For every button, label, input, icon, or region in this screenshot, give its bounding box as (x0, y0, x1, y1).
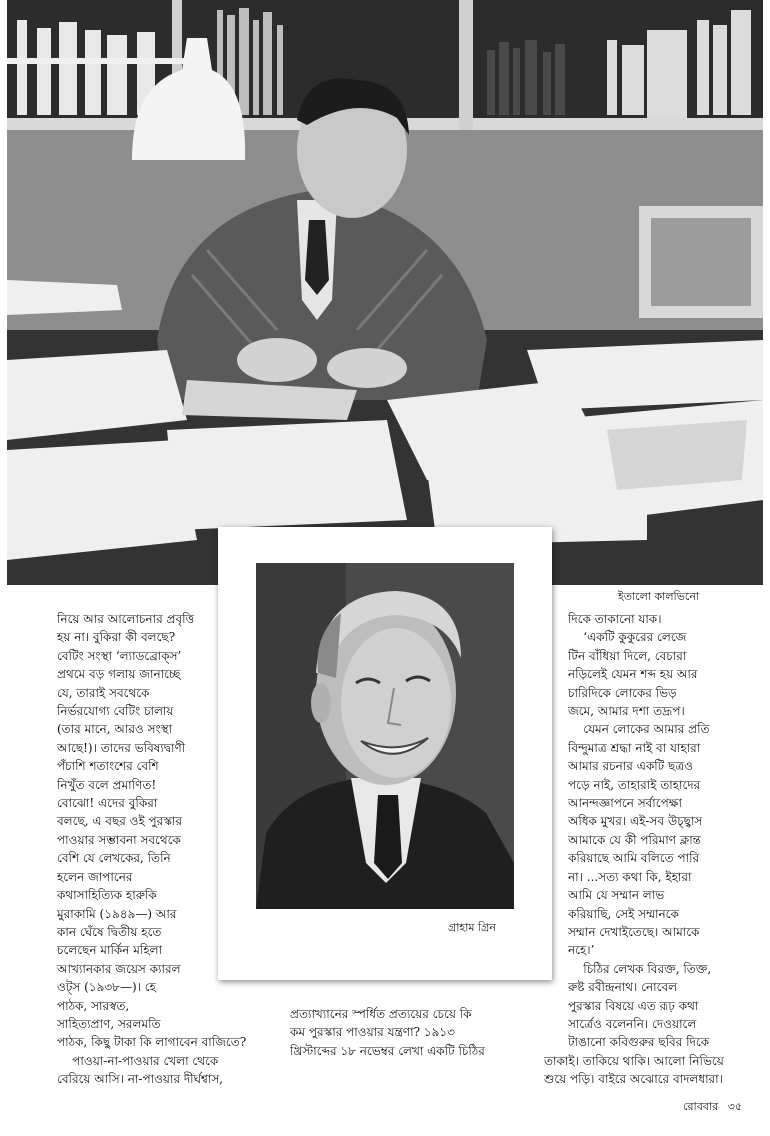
text-line: পঁচাশি শতাংশের বেশি (57, 759, 159, 774)
text-line: দিকে তাকানো যাক। (568, 612, 662, 626)
text-column-middle (290, 1005, 485, 1060)
text-line: হলেন জাপানের (57, 869, 133, 884)
text-line: মুরাকামি (১৯৪৯—) আর (57, 906, 177, 921)
text-line: আমি যে সম্মান লাভ (568, 888, 665, 903)
text-line: যেমন লোকের আমার প্রতি (568, 722, 710, 737)
text-line: তাকাই। তাকিয়ে থাকি। আলো নিভিয়ে (544, 1053, 724, 1068)
text-line: করিয়াছে আমি বলিতে পারি (568, 851, 700, 866)
text-line: চলেছেন মার্কিন মহিলা (57, 943, 163, 958)
text-line: শুয়ে পড়ি। বাইরে অঝোরে বাদলধারা। (544, 1072, 723, 1087)
text-line: করিয়াছি, সেই সম্মানকে (568, 906, 679, 921)
portrait-at-desk-photo-icon (7, 0, 763, 585)
text-line: সার্ত্রেও বলেননি। দেওয়ালে (568, 1016, 697, 1031)
text-line: যে, তারাই সবথেকে (57, 685, 150, 700)
text-line: পুরস্কার বিষয়ে এত রূঢ় কথা (568, 998, 699, 1013)
text-line: বোঝো! এদের বুকিরা (57, 796, 158, 811)
text-line: বিন্দুমাত্র শ্রদ্ধা নাই বা যাহারা (568, 740, 701, 755)
text-line: রুষ্ট রবীন্দ্রনাথ। নোবেল (568, 980, 678, 995)
text-line: (তার মানে, আরও সংস্থা (57, 722, 173, 737)
text-line: সম্মান দেখাইতেছে। আমাকে (568, 924, 700, 939)
inset-photo-caption: গ্রাহাম গ্রিন (448, 921, 496, 934)
text-line: বেশি যে লেখকের, তিনি (57, 851, 171, 866)
text-line: চারিদিকে লোকের ভিড় (568, 685, 677, 700)
page-footer (683, 1098, 742, 1117)
text-line: প্রত্যাখ্যানের স্পর্ধিত প্রত্যয়ের চেয়ে কি (290, 1007, 472, 1021)
text-line: হয় না। বুকিরা কী বলছে? (57, 630, 176, 645)
text-line: নহে।’ (568, 943, 595, 958)
text-line: পাঠক, সারস্বত, (57, 998, 130, 1013)
magazine-name: রোববার (683, 1100, 719, 1113)
text-line: আনন্দজ্ঞাপনে সর্বাপেক্ষা (568, 796, 682, 811)
top-photograph (7, 0, 763, 585)
text-line: আমাকে যে কী পরিমাণ ক্লান্ত (568, 832, 701, 847)
text-line: নড়িলেই যেমন শব্দ হয় আর (568, 667, 698, 682)
text-line: খ্রিস্টাব্দের ১৮ নভেম্বর লেখা একটি চিঠির (290, 1043, 485, 1058)
inset-photo-card (218, 527, 552, 980)
text-line: চিঠির লেখক বিরক্ত, তিক্ত, (568, 961, 712, 976)
page-number: ৩৫ (727, 1100, 742, 1113)
text-line: অধিক মুখর। এই-সব উচ্ছ্বাস (568, 814, 703, 829)
text-line: নিখুঁত বলে প্রমাণিত! (57, 777, 157, 792)
text-line: আখ্যানকার জয়েস ক্যারল (57, 961, 181, 976)
text-line: প্রথমে বড় গলায় জানাচ্ছে (57, 667, 181, 682)
text-line: টিন বাঁধিয়া দিলে, বেচারা (568, 648, 687, 663)
text-line: জমে, আমার দশা তদ্রূপ। (568, 704, 685, 719)
text-line: ‘একটি কুকুরের লেজে (568, 630, 687, 645)
text-line: পাঠক, কিছু টাকা কি লাগাবেন বাজিতে? (57, 1035, 247, 1050)
inset-photograph (256, 563, 514, 909)
text-line: বলছে, এ বছর ওই পুরস্কার (57, 814, 183, 829)
text-line: নির্ভরযোগ্য বেটিং চালায় (57, 704, 174, 719)
text-line: পাওয়া-না-পাওয়ার খেলা থেকে (57, 1053, 219, 1068)
text-line: নিয়ে আর আলোচনার প্রবৃত্তি (57, 612, 195, 626)
text-line: কম পুরস্কার পাওয়ার যন্ত্রণা? ১৯১৩ (290, 1025, 455, 1040)
top-photo-caption: ইতালো কালভিনো (618, 590, 700, 603)
text-line: আছে!)। তাদের ভবিষ্যদ্বাণী (57, 740, 186, 755)
text-line: পাওয়ার সম্ভাবনা সবথেকে (57, 832, 181, 847)
smiling-man-portrait-photo-icon (256, 563, 514, 909)
text-line: বেটিং সংস্থা ‘ল্যাডব্রোক্‌স’ (57, 648, 182, 663)
text-line: বেরিয়ে আসি। না-পাওয়ার দীর্ঘশ্বাস, (57, 1072, 224, 1087)
text-column-right (544, 610, 724, 1089)
text-line: পড়ে নাই, তাহারাই তাহাদের (568, 777, 701, 792)
text-line: টাঙানো কবিগুরুর ছবির দিকে (568, 1035, 710, 1050)
text-line: কান ঘেঁষে দ্বিতীয় হতে (57, 924, 162, 939)
text-line: না। ...সত্য কথা কি, ইহারা (568, 869, 692, 884)
text-line: ওট্‌স (১৯৩৮—)। হে (57, 980, 156, 995)
text-line: আমার রচনার একটি ছত্রও (568, 759, 693, 774)
text-line: কথাসাহিত্যিক হারুকি (57, 888, 157, 903)
text-line: সাহিত্যপ্রাণ, সরলমতি (57, 1016, 161, 1031)
